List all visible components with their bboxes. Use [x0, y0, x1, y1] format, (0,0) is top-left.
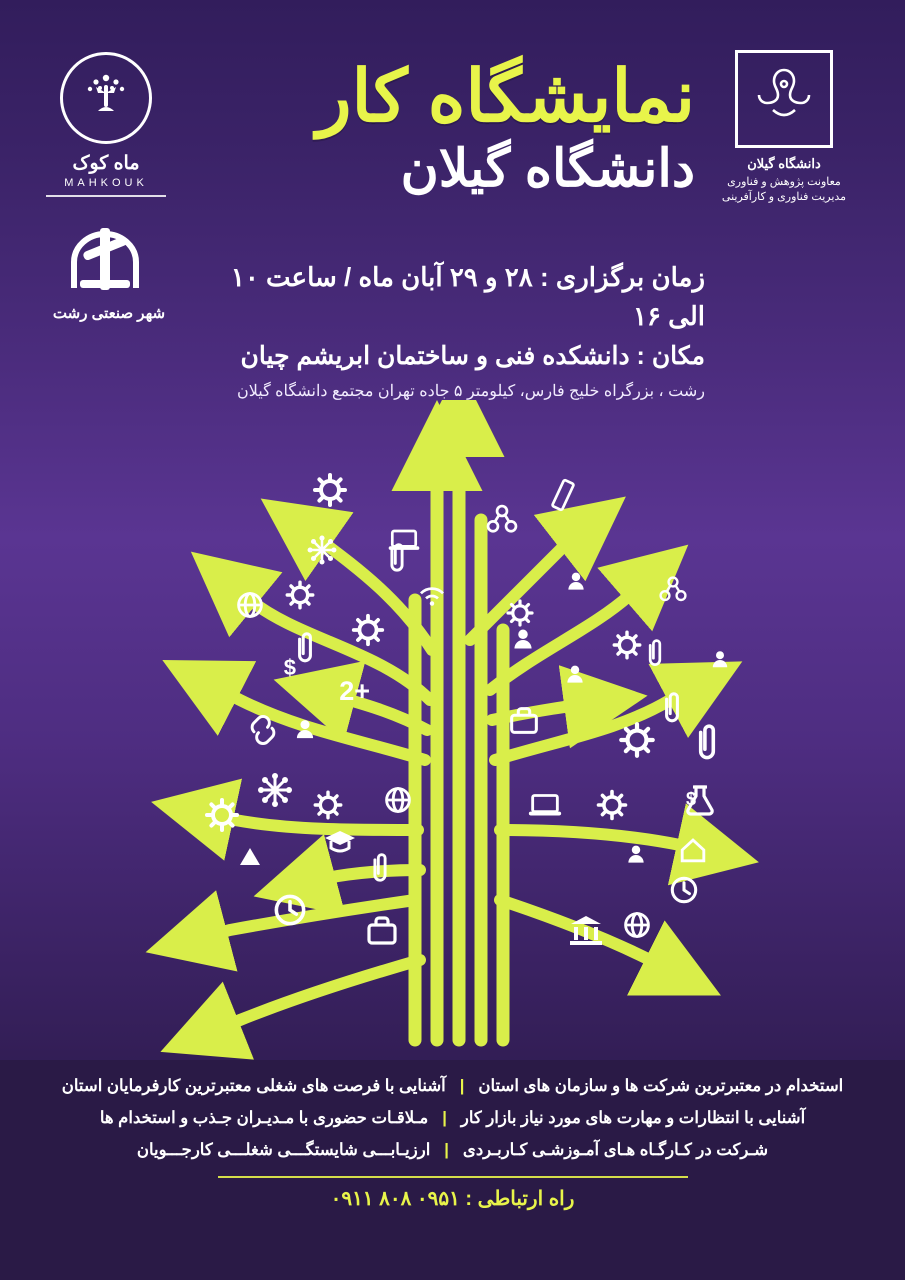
university-line2: معاونت پژوهش و فناوری	[727, 176, 841, 188]
tree-illustration	[0, 400, 905, 1100]
event-info-block	[205, 258, 705, 404]
benefit-separator-1: |	[459, 1076, 465, 1095]
benefit-right-3: شـرکت در کـارگـاه هـای آمـوزشـی کـاربـردی	[462, 1141, 769, 1159]
event-address: رشت ، بزرگراه خلیج فارس، کیلومتر ۵ جاده تهران مجتمع دانشگاه گیلان	[236, 382, 705, 400]
benefit-row	[0, 1070, 905, 1102]
event-place: مکان : دانشکده فنی و ساختمان ابریشم چیان	[240, 342, 705, 370]
mahkouk-latin: MAHKOUK	[64, 177, 148, 189]
event-time: زمان برگزاری : ۲۸ و ۲۹ آبان ماه / ساعت ۱۰ الی ۱۶	[230, 262, 705, 331]
logo-shahrak	[34, 222, 184, 322]
mahkouk-circle	[60, 52, 152, 144]
benefit-right-1: استخدام در معتبرترین شرکت ها و سازمان های استان	[478, 1077, 844, 1095]
contact-divider	[218, 1176, 688, 1178]
benefit-row	[0, 1102, 905, 1134]
poster-title-main: نمایشگاه کار	[316, 57, 695, 137]
svg-text:$: $	[685, 789, 696, 809]
benefits-bar	[0, 1060, 905, 1280]
benefit-right-2: آشنایی با انتظارات و مهارت های مورد نیاز بازار کار	[460, 1109, 806, 1127]
benefit-left-2: مـلاقـات حضوری با مـدیـران جـذب و استخدام ها	[99, 1109, 429, 1127]
mahkouk-rule	[46, 195, 166, 197]
university-line1: دانشگاه گیلان	[747, 156, 821, 171]
logo-university	[699, 50, 869, 203]
mahkouk-name: ماه کوک	[72, 153, 140, 174]
title-block	[225, 57, 695, 199]
svg-text:$: $	[283, 655, 296, 680]
contact-block	[0, 1176, 905, 1211]
university-line3: مدیریت فناوری و کارآفرینی	[721, 191, 847, 203]
benefit-separator-3: |	[444, 1140, 449, 1159]
svg-text:+2: +2	[339, 676, 370, 706]
university-seal-icon	[735, 50, 833, 148]
poster-title-sub: دانشگاه گیلان	[400, 139, 695, 198]
industrial-town-icon	[70, 222, 148, 294]
contact-phone[interactable]: راه ارتباطی : ۰۹۵۱ ۸۰۸ ۰۹۱۱	[330, 1188, 575, 1210]
benefit-row	[0, 1134, 905, 1166]
logo-mahkouk	[36, 52, 176, 197]
benefit-left-3: ارزیـابـــی شایستگـــی شغلـــی کارجـــویان	[136, 1141, 431, 1159]
tree-person-icon	[80, 69, 132, 128]
shahrak-label: شهر صنعتی رشت	[52, 305, 166, 322]
benefit-separator-2: |	[442, 1108, 447, 1127]
benefit-left-1: آشنایی با فرصت های شغلی معتبرترین کارفرمایان استان	[61, 1077, 446, 1095]
